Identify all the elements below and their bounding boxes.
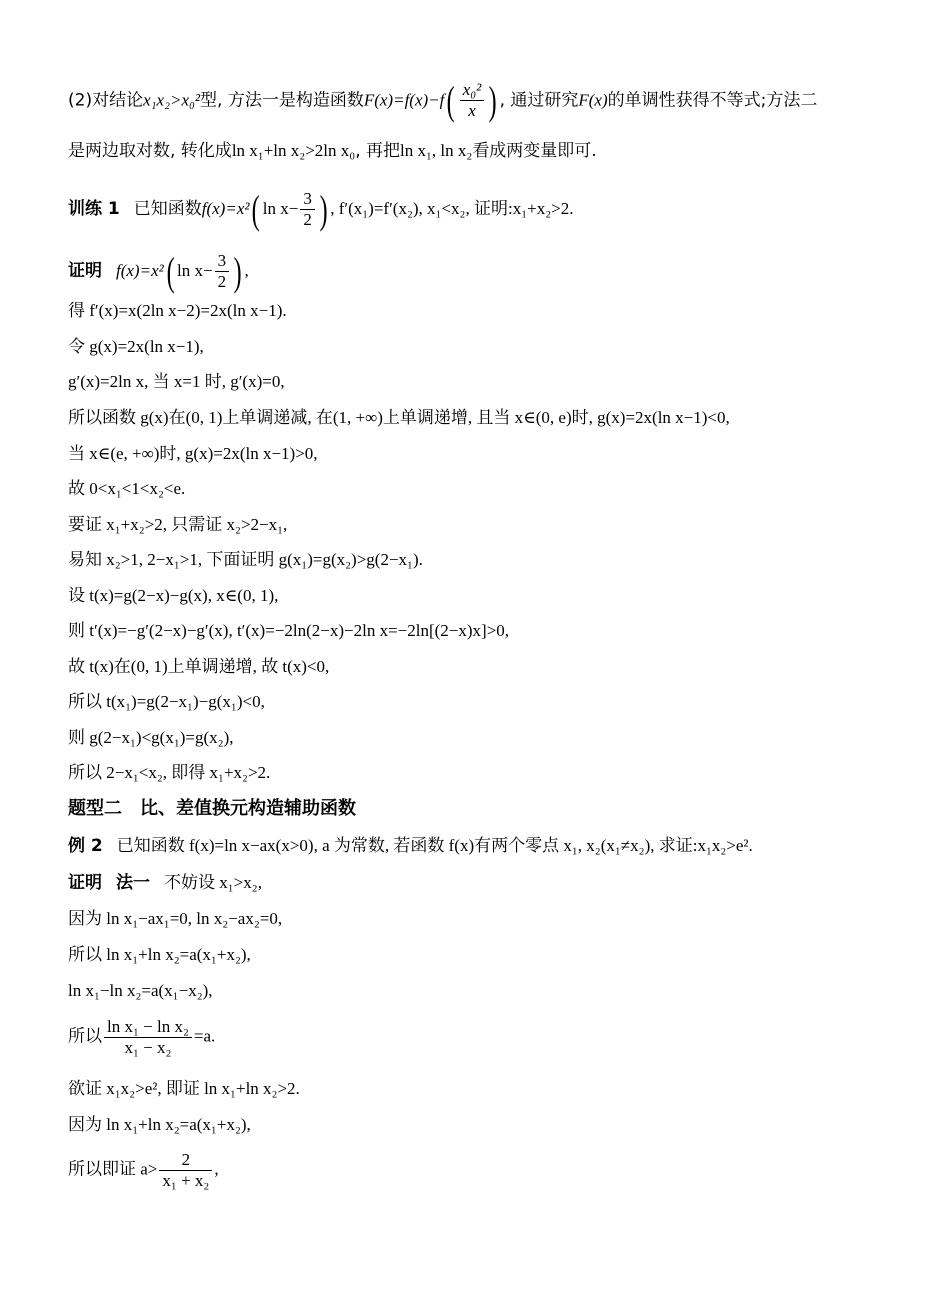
exercise-label: 训练 1 (68, 199, 120, 219)
proof-1-line: g′(x)=2ln x, 当 x=1 时, g′(x)=0, (68, 372, 285, 391)
proof-label: 证明 (68, 873, 102, 893)
proof-1-line: 当 x∈(e, +∞)时, g(x)=2x(ln x−1)>0, (68, 444, 318, 463)
note-mid2: , 通过研究 (499, 90, 579, 111)
proof-1-line: 得 f′(x)=x(2ln x−2)=2x(ln x−1). (68, 301, 287, 320)
proof-label: 证明 (68, 261, 102, 281)
note-line-2: 是两边取对数, 转化成ln x₁+ln x₂>2ln x₀, 再把ln x₁, ln x₂看成两变量即可. (68, 141, 597, 161)
proof-1-line: 设 t(x)=g(2−x)−g(x), x∈(0, 1), (68, 586, 279, 605)
proof-1-header: 证明 f(x)=x²( ln x− $\frac{3}{2}$ ) , (68, 248, 249, 294)
proof-2-header: 证明 法一 不妨设 x₁>x₂, (68, 873, 262, 893)
proof-2-line: 欲证 x₁x₂>e², 即证 ln x₁+ln x₂>2. (68, 1079, 300, 1098)
proof-1-line: 所以函数 g(x)在(0, 1)上单调递减, 在(1, +∞)上单调递增, 且当 x∈(0, e)时, g(x)=2x(ln x−1)<0, (68, 408, 730, 427)
proof-1-line: 故 t(x)在(0, 1)上单调递增, 故 t(x)<0, (68, 657, 330, 676)
note-Fx: F(x) (578, 90, 608, 110)
proof-2-fraction-line: 所以 $\frac{\text{ln x₁ − ln x₂}}{\text{x₁ − x₂}}$ =a. (68, 1017, 216, 1057)
example-2: 例 2 已知函数 f(x)=ln x−ax(x>0), a 为常数, 若函数 f(x)有两个零点 x₁, x₂(x₁≠x₂), 求证:x₁x₂>e². (68, 836, 753, 856)
method-label: 法一 (116, 873, 150, 893)
note-line-1: (2)对结论x₁x₂>x₀²型, 方法一是构造函数F(x)=f(x)−f( $\frac{\text{x₀²}}{x}$ ) , 通过研究F(x)的单调性获得不等式;方法二 (68, 77, 818, 123)
note-condition: x₁x₂>x₀² (143, 90, 201, 110)
exercise-1: 训练 1 已知函数f(x)=x²( ln x− $\frac{3}{2}$ ) , f′(x₁)=f′(x₂), x₁<x₂, 证明:x₁+x₂>2. (68, 186, 574, 232)
note-mid3: 的单调性获得不等式;方法二 (607, 90, 818, 111)
note-func: F(x)=f(x)−f (363, 90, 445, 110)
proof-1-line: 所以 t(x₁)=g(2−x₁)−g(x₁)<0, (68, 692, 265, 711)
proof-1-line: 故 0<x₁<1<x₂<e. (68, 479, 186, 498)
proof-2-line: 因为 ln x₁+ln x₂=a(x₁+x₂), (68, 1115, 251, 1134)
example-label: 例 2 (68, 836, 103, 856)
proof-2-fraction-line-2: 所以即证 a> $\frac{2}{\text{x₁ + x₂}}$ , (68, 1150, 219, 1190)
proof-1-line: 易知 x₂>1, 2−x₁>1, 下面证明 g(x₁)=g(x₂)>g(2−x₁). (68, 550, 423, 569)
note-fraction: $\frac{\text{x₀²}}{x}$ (460, 80, 485, 121)
sum-fraction: $\frac{2}{\text{x₁ + x₂}}$ (159, 1150, 212, 1191)
note-mid1: 型, 方法一是构造函数 (200, 90, 364, 111)
proof-2-line: 所以 ln x₁+ln x₂=a(x₁+x₂), (68, 945, 251, 964)
proof-2-line: 因为 ln x₁−ax₁=0, ln x₂−ax₂=0, (68, 909, 283, 928)
note-prefix: (2)对结论 (68, 90, 144, 111)
proof-1-line: 则 t′(x)=−g′(2−x)−g′(x), t′(x)=−2ln(2−x)−2ln x=−2ln[(2−x)x]>0, (68, 621, 510, 640)
exercise-fraction: $\frac{3}{2}$ (300, 189, 315, 230)
proof-2-line: ln x₁−ln x₂=a(x₁−x₂), (68, 981, 213, 1000)
proof-1-line: 要证 x₁+x₂>2, 只需证 x₂>2−x₁, (68, 515, 288, 534)
proof-1-line: 令 g(x)=2x(ln x−1), (68, 337, 204, 356)
proof-1-line: 所以 2−x₁<x₂, 即得 x₁+x₂>2. (68, 763, 271, 782)
ratio-fraction: $\frac{\text{ln x₁ − ln x₂}}{\text{x₁ − x₂}}$ (104, 1017, 192, 1058)
section-heading: 题型二 比、差值换元构造辅助函数 (68, 798, 356, 819)
proof-1-line: 则 g(2−x₁)<g(x₁)=g(x₂), (68, 728, 234, 747)
